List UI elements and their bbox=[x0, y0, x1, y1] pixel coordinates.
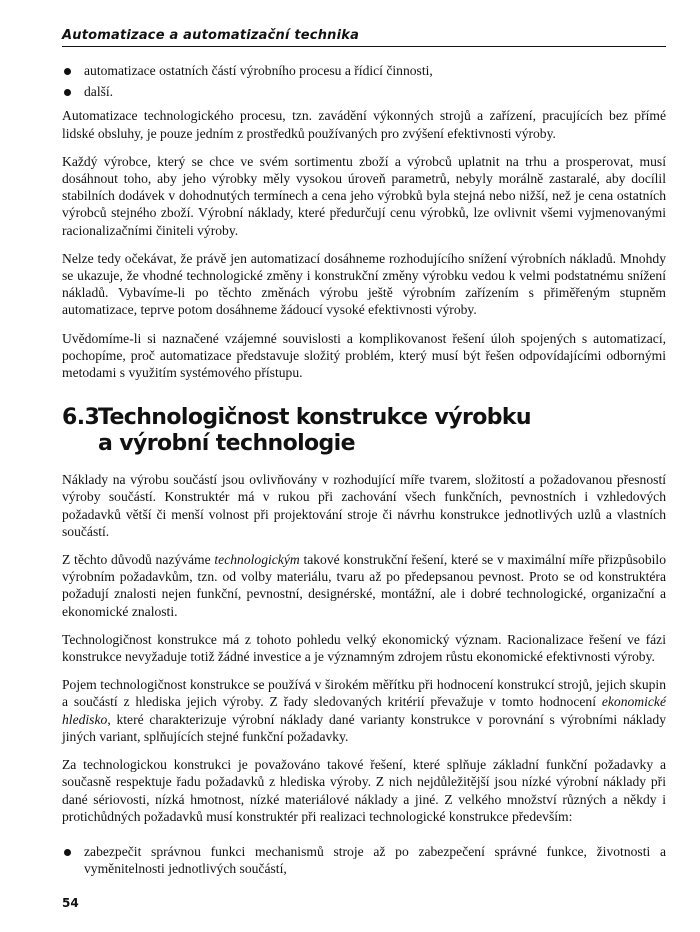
list-item bbox=[62, 83, 666, 100]
text-run: takové konstrukční řešení, které se v maximální míře přizpůsobilo výrobním požadavkům, tzn. od volby materiálu, tvaru až po předepsanou pevnost. Proto se od konstruktéra požadují znalosti nejen funkční, pevnostní, designérské, montážní, ale i dobré technologické, organizační a ekonomické znalosti. bbox=[62, 552, 666, 619]
page-number: 54 bbox=[62, 896, 79, 910]
running-head: Automatizace a automatizační technika bbox=[62, 28, 666, 47]
paragraph: Nelze tedy očekávat, že právě jen automatizací dosáhneme rozhodujícího snížení výrobních nákladů. Mnohdy se ukazuje, že vhodné technologické změny i konstrukční změny výrobku vedou k velmi podstatnému snížení nákladů. Vybavíme-li po těchto změnách výrobu ještě výrobním zařízením s přiměřeným stupněm automatizace, teprve potom dosáhneme žádoucí vysoké efektivnosti výroby. bbox=[62, 250, 666, 318]
text-run: Pojem technologičnost konstrukce se používá v širokém měřítku při hodnocení konstrukcí strojů, jejich skupin a součástí z hlediska jejich výroby. Z řady sledovaných kritérií převažuje v tomto hodnocení bbox=[62, 677, 666, 710]
section-title-line2: a výrobní technologie bbox=[98, 431, 355, 457]
list-item-text: zabezpečit správnou funkci mechanismů stroje až po zabezpečení správné funkce, životnosti a vyměnitelnosti jednotlivých součástí, bbox=[84, 843, 666, 877]
list-item bbox=[62, 62, 666, 79]
list-item-text: další. bbox=[84, 84, 114, 100]
bullet-icon bbox=[64, 68, 71, 75]
body-text bbox=[62, 62, 666, 881]
section-number: 6.3 bbox=[62, 405, 100, 431]
text-run: , které charakterizuje výrobní náklady dané varianty konstrukce v porovnání s výrobními náklady jiných variant, splňujících stejné funkční požadavky. bbox=[62, 711, 666, 744]
section-heading bbox=[62, 405, 666, 457]
paragraph: Technologičnost konstrukce má z tohoto pohledu velký ekonomický význam. Racionalizace řešení ve fázi konstrukce nevyžaduje totiž žádné investice a je významným zdrojem růstu ekonomické efektivnosti výroby. bbox=[62, 631, 666, 665]
paragraph bbox=[62, 551, 666, 620]
paragraph: Za technologickou konstrukci je považováno takové řešení, které splňuje základní funkční požadavky a současně respektuje řadu požadavků z hlediska výroby. Z nich nejdůležitější jsou nízké výrobní náklady při dané sériovosti, nízká hmotnost, nízké materiálové náklady a jiné. Z velkého množství různých a někdy i protichůdných požadavků musí konstruktér při realizaci technologické konstrukce především: bbox=[62, 757, 666, 824]
paragraph: Uvědomíme-li si naznačené vzájemné souvislosti a komplikovanost řešení úloh spojených s automatizací, pochopíme, proč automatizace představuje složitý problém, který musí být řešen odpovídajícími odbornými metodami s využitím systémového přístupu. bbox=[62, 330, 666, 381]
paragraph: Automatizace technologického procesu, tzn. zavádění výkonných strojů a zařízení, pracujících bez přímé lidské obsluhy, je pouze jedním z prostředků používaných pro zvýšení efektivnosti výroby. bbox=[62, 108, 666, 141]
bullet-icon bbox=[64, 89, 71, 96]
paragraph: Každý výrobce, který se chce ve svém sortimentu zboží a výrobců uplatnit na trhu a prosperovat, musí dosáhnout toho, aby jeho výrobky měly vysokou úroveň parametrů, nebyly morálně zastaralé, aby docílil stabilních dodávek v dohodnutých termínech a cena jeho výrobků byla stejná nebo nižší, než je cena ostatních výrobců stejného zboží. Výrobní náklady, které předurčují cenu výrobků, lze ovlivnit všemi vyjmenovanými racionalizačními činiteli výroby. bbox=[62, 153, 666, 238]
paragraph: Náklady na výrobu součástí jsou ovlivňovány v rozhodující míře tvarem, složitostí a požadovanou přesností výroby součástí. Konstruktér má v rukou při zachování všech funkčních, pevnostních i vzhledových požadavků větší či menší volnost při projektování stroje či návrhu konstrukce jednotlivých uzlů a vlastních součástí. bbox=[62, 472, 666, 539]
list-item-text: automatizace ostatních částí výrobního procesu a řídicí činnosti, bbox=[84, 63, 433, 78]
paragraph bbox=[62, 676, 666, 745]
section-title-line1: Technologičnost konstrukce výrobku bbox=[98, 405, 531, 431]
emphasis: ekonomické hledisko bbox=[62, 694, 666, 727]
bullet-icon bbox=[64, 849, 71, 856]
emphasis: technologickým bbox=[214, 552, 300, 568]
list-item bbox=[62, 843, 666, 877]
text-run: Z těchto důvodů nazýváme bbox=[62, 552, 215, 568]
